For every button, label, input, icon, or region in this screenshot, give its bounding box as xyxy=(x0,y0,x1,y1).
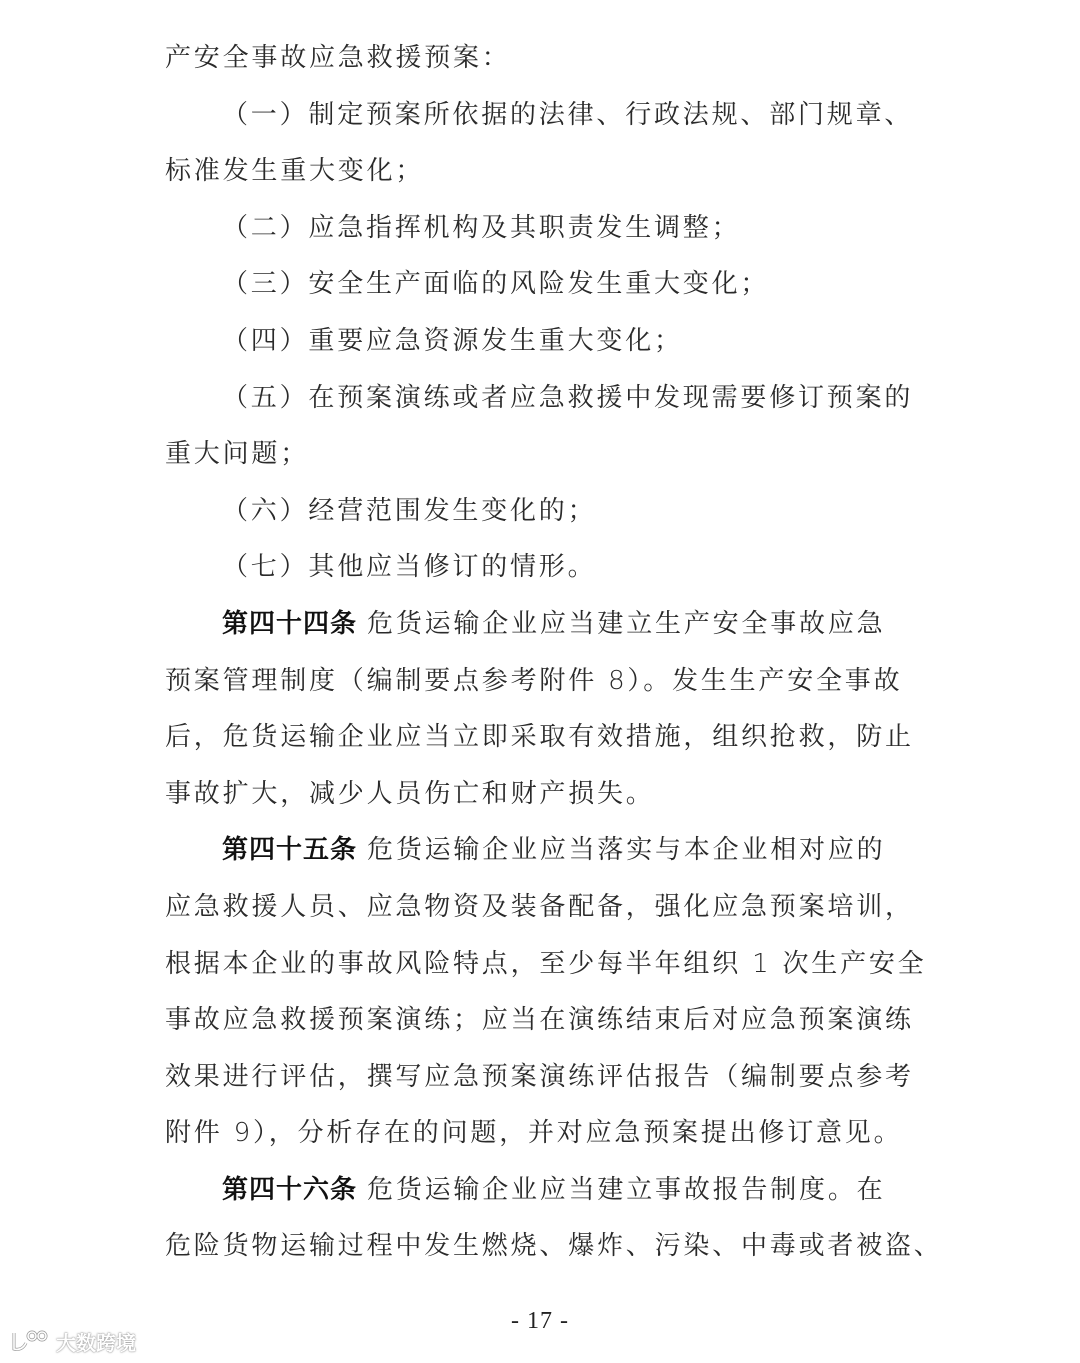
text-line xyxy=(165,653,917,710)
text-line xyxy=(165,30,917,87)
line-text: （七）其他应当修订的情形。 xyxy=(222,552,597,583)
line-text: 重大问题； xyxy=(165,439,310,470)
line-text: （二）应急指挥机构及其职责发生调整； xyxy=(222,212,741,243)
list-item xyxy=(165,200,917,257)
watermark xyxy=(10,1326,136,1356)
list-item xyxy=(165,256,917,313)
text-line xyxy=(165,1218,943,1275)
article-number: 第四十五条 xyxy=(222,835,358,866)
line-text: 危险货物运输过程中发生燃烧、爆炸、污染、中毒或者被盗、 xyxy=(165,1231,943,1262)
text-line xyxy=(165,143,917,200)
line-text: 事故扩大，减少人员伤亡和财产损失。 xyxy=(165,778,655,809)
text-line xyxy=(165,992,917,1049)
line-text: 标准发生重大变化； xyxy=(165,156,425,187)
line-text: （五）在预案演练或者应急救援中发现需要修订预案的 xyxy=(222,382,914,413)
text-line xyxy=(165,709,917,766)
text-line xyxy=(165,936,927,993)
line-text: （一）制定预案所依据的法律、行政法规、部门规章、 xyxy=(222,99,914,130)
line-text: （六）经营范围发生变化的； xyxy=(222,495,597,526)
list-item xyxy=(165,87,917,144)
article-44-heading-line xyxy=(165,596,917,653)
line-text: 事故应急救援预案演练；应当在演练结束后对应急预案演练 xyxy=(165,1005,914,1036)
kuajing-logo-icon xyxy=(10,1329,50,1353)
watermark-text: 大数跨境 xyxy=(56,1330,136,1355)
line-text: 危货运输企业应当落实与本企业相对应的 xyxy=(367,835,886,866)
line-text: 附件 9），分析存在的问题，并对应急预案提出修订意见。 xyxy=(165,1118,903,1149)
line-text: 根据本企业的事故风险特点，至少每半年组织 1 次生产安全 xyxy=(165,948,927,979)
line-text: 预案管理制度（编制要点参考附件 8）。发生生产安全事故 xyxy=(165,665,903,696)
article-46-heading-line xyxy=(165,1162,917,1219)
text-line xyxy=(165,426,917,483)
article-45-heading-line xyxy=(165,822,917,879)
list-item xyxy=(165,483,917,540)
line-text: 危货运输企业应当建立生产安全事故应急 xyxy=(367,608,886,639)
text-line xyxy=(165,1049,917,1106)
line-text: （三）安全生产面临的风险发生重大变化； xyxy=(222,269,770,300)
line-text: 应急救援人员、应急物资及装备配备，强化应急预案培训， xyxy=(165,891,914,922)
line-text: 效果进行评估，撰写应急预案演练评估报告（编制要点参考 xyxy=(165,1061,914,1092)
line-text: 产安全事故应急救援预案： xyxy=(165,43,511,73)
line-text: 后，危货运输企业应当立即采取有效措施，组织抢救，防止 xyxy=(165,722,914,753)
list-item xyxy=(165,313,917,370)
page-number: - 17 - xyxy=(511,1308,569,1334)
text-line xyxy=(165,766,917,823)
article-number: 第四十六条 xyxy=(222,1174,358,1205)
line-text: （四）重要应急资源发生重大变化； xyxy=(222,325,683,356)
article-number: 第四十四条 xyxy=(222,608,358,639)
list-item xyxy=(165,539,917,596)
line-text: 危货运输企业应当建立事故报告制度。在 xyxy=(367,1174,886,1205)
text-line xyxy=(165,1105,917,1162)
text-line xyxy=(165,879,917,936)
document-page xyxy=(165,30,943,1275)
list-item xyxy=(165,370,917,427)
